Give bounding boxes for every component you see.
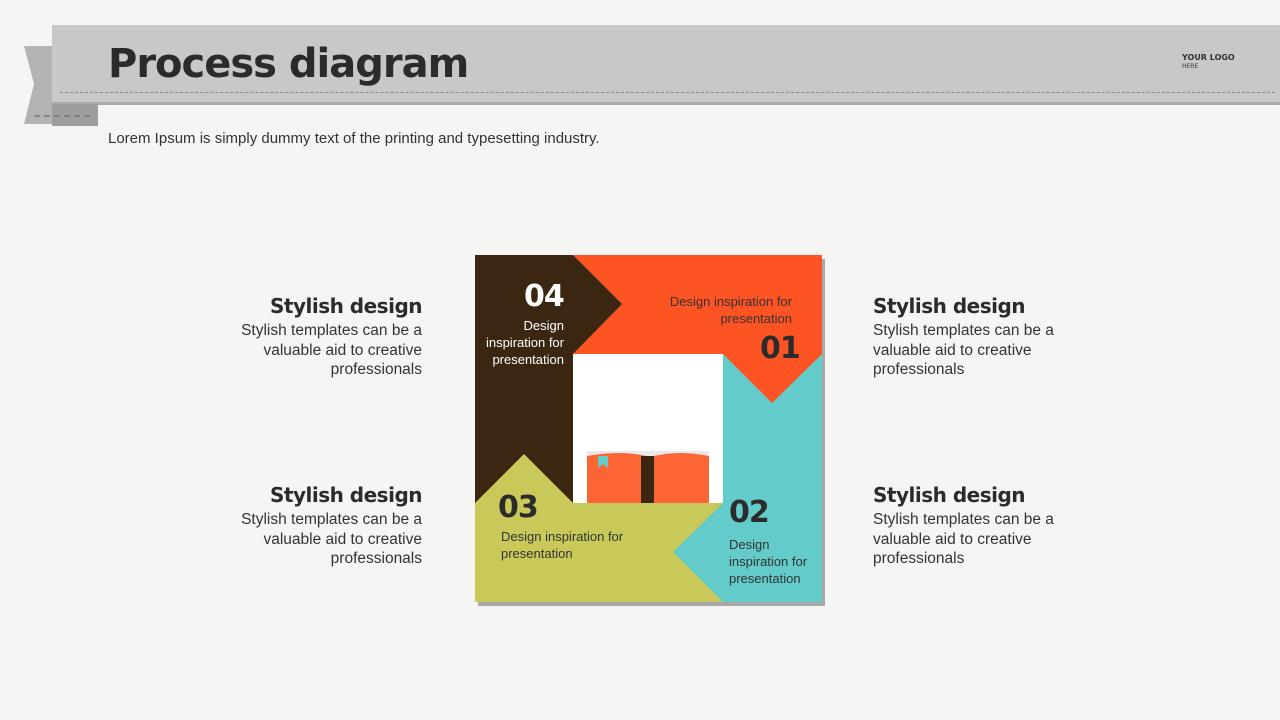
side-block-line: valuable aid to creative xyxy=(263,341,422,359)
side-block-bottom-right xyxy=(873,482,1093,569)
step-02-caption xyxy=(729,536,824,587)
side-block-title: Stylish design xyxy=(269,483,422,507)
side-block-bottom-left xyxy=(202,482,422,569)
side-block-line: Stylish templates can be a xyxy=(241,511,422,528)
header-banner-shadow xyxy=(52,102,1280,105)
side-block-title: Stylish design xyxy=(873,294,1026,318)
side-block-title: Stylish design xyxy=(269,294,422,318)
logo xyxy=(1182,53,1235,71)
open-book-icon xyxy=(587,451,709,503)
step-caption-line: Design inspiration for xyxy=(501,529,624,544)
step-caption-line: Design xyxy=(523,318,564,333)
side-block-line: valuable aid to creative xyxy=(263,530,422,548)
side-block-top-right xyxy=(873,293,1093,380)
side-block-line: valuable aid to creative xyxy=(873,530,1032,548)
ribbon-tail-icon xyxy=(24,46,100,128)
side-block-line: Stylish templates can be a xyxy=(873,511,1054,528)
page-title: Process diagram xyxy=(108,41,469,87)
side-block-title: Stylish design xyxy=(873,483,1026,507)
step-01-caption xyxy=(620,293,792,327)
step-04-number: 04 xyxy=(524,279,564,314)
step-caption-line: presentation xyxy=(492,352,564,367)
step-caption-line: inspiration for xyxy=(729,554,808,569)
step-caption-line: presentation xyxy=(720,311,792,326)
side-block-line: Stylish templates can be a xyxy=(873,322,1054,339)
step-caption-line: Design inspiration for xyxy=(669,294,792,309)
step-01-number: 01 xyxy=(760,331,800,366)
step-caption-line: presentation xyxy=(729,571,801,586)
side-block-line: professionals xyxy=(330,550,422,567)
side-block-line: valuable aid to creative xyxy=(873,341,1032,359)
side-block-line: Stylish templates can be a xyxy=(241,322,422,339)
step-caption-line: inspiration for xyxy=(485,335,564,350)
side-block-line: professionals xyxy=(330,361,422,378)
side-block-top-left xyxy=(202,293,422,380)
side-block-text xyxy=(873,321,1093,380)
side-block-text xyxy=(202,510,422,569)
step-02-number: 02 xyxy=(729,495,769,530)
logo-subtext: HERE xyxy=(1182,63,1199,70)
step-caption-line: presentation xyxy=(501,546,573,561)
header-dashed-line xyxy=(60,92,1275,93)
step-caption-line: Design xyxy=(729,537,770,552)
step-03-number: 03 xyxy=(498,490,538,525)
side-block-line: professionals xyxy=(873,361,965,378)
side-block-text xyxy=(202,321,422,380)
logo-text: YOUR LOGO xyxy=(1182,53,1235,62)
step-04-caption xyxy=(474,317,564,368)
step-03-caption xyxy=(501,528,671,562)
side-block-text xyxy=(873,510,1093,569)
page-subtitle: Lorem Ipsum is simply dummy text of the printing and typesetting industry. xyxy=(108,130,600,147)
side-block-line: professionals xyxy=(873,550,965,567)
